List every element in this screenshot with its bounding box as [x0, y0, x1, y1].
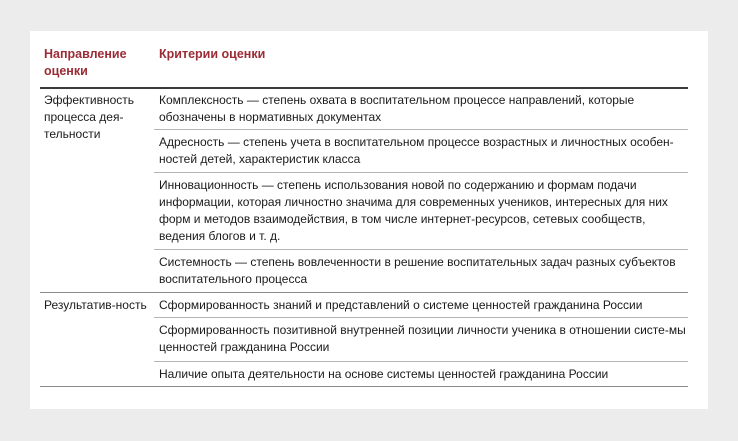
- row-divider: [154, 172, 688, 173]
- table-bottom-rule: [40, 386, 688, 387]
- criterion-knowledge: Сформированность знаний и представлений о системе ценностей гражданина России: [159, 298, 643, 312]
- row-divider: [154, 317, 688, 318]
- criteria-table: [30, 31, 708, 409]
- criterion-innovation: Инновационность — степень использования новой по содержанию и формам подачи информации, которая личностно значима для современных учеников, интересных для них форм и методов взаимодействия, в том числе интернет-ресурсов, сетевых сообществ, ведения блогов и т. д.: [159, 178, 668, 243]
- row-divider: [154, 361, 688, 362]
- header-direction: Направление оценки: [44, 47, 127, 78]
- criterion-experience: Наличие опыта деятельности на основе системы ценностей гражданина России: [159, 367, 609, 381]
- criterion-position: Сформированность позитивной внутренней позиции личности ученика в отношении систе-мы ценностей гражданина России: [159, 323, 686, 354]
- header-divider: [40, 87, 688, 89]
- criterion-complexity: Комплексность — степень охвата в воспитательном процессе направлений, которые обозначены в нормативных документах: [159, 93, 635, 124]
- direction-efficiency: Эффективность процесса дея-тельности: [44, 93, 135, 141]
- header-criteria: Критерии оценки: [159, 47, 266, 61]
- direction-results: Результатив-ность: [44, 298, 147, 312]
- criterion-addressing: Адресность — степень учета в воспитательном процессе возрастных и личностных особен-ностей детей, характеристик класса: [159, 135, 674, 166]
- table-header: [44, 46, 688, 88]
- group-divider: [40, 292, 688, 293]
- row-divider: [154, 129, 688, 130]
- criterion-systemacity: Системность — степень вовлеченности в решение воспитательных задач разных субъектов воспитательного процесса: [159, 255, 676, 286]
- row-divider: [154, 249, 688, 250]
